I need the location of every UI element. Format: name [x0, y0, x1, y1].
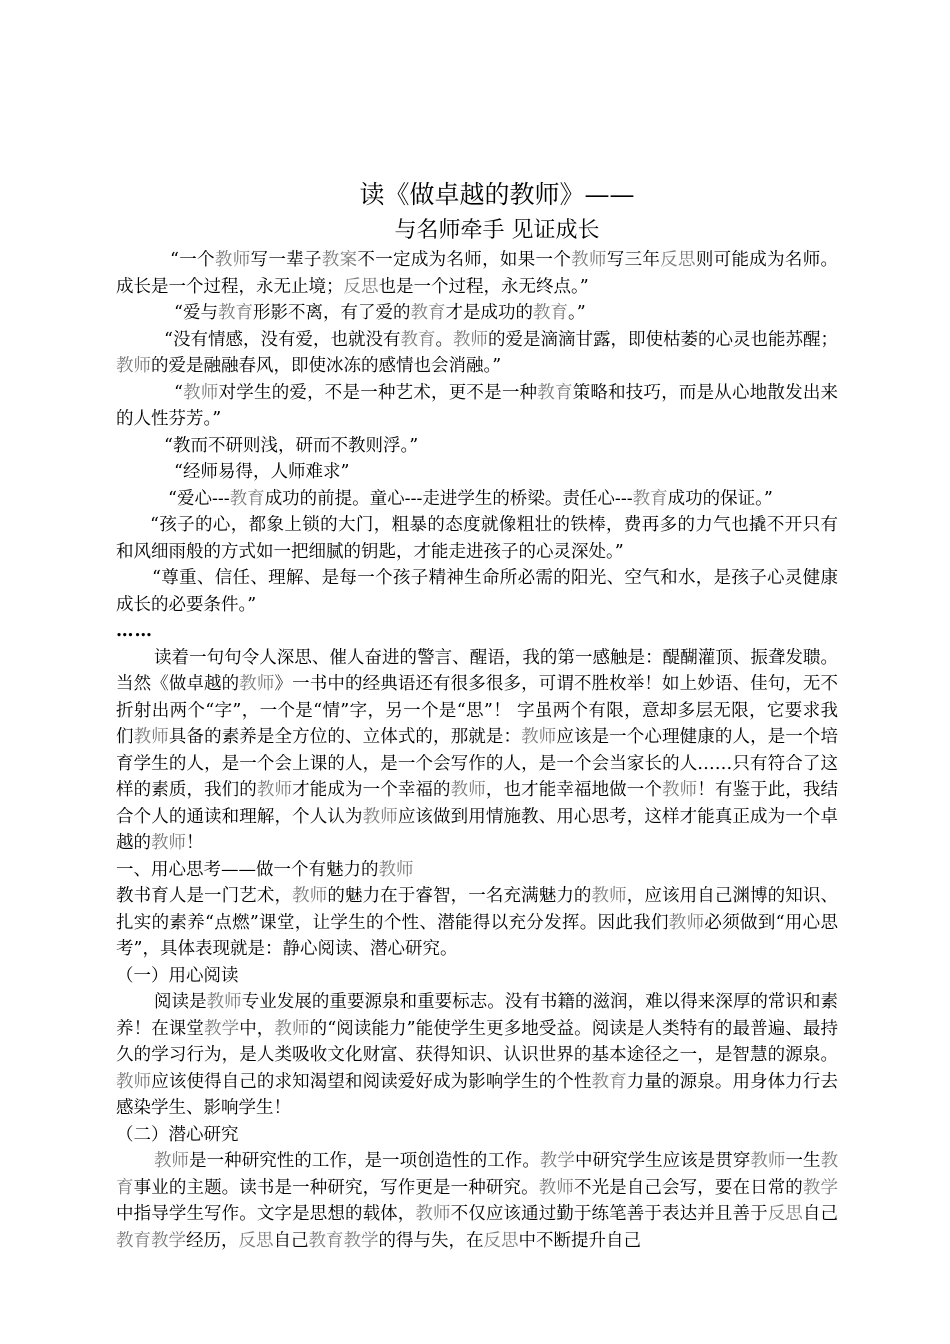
quote-paragraph: “没有情感，没有爱，也就没有教育。教师的爱是滴滴甘露，即使枯萎的心灵也能苏醒；教师的爱是融融春风，即使冰冻的感情也会消融。”: [116, 329, 839, 376]
section-heading: 一、用心思考——做一个有魅力的教师: [116, 859, 414, 880]
quote-paragraph: “爱心---教育成功的前提。童心---走进学生的桥梁。责任心---教育成功的保证。”: [168, 488, 773, 509]
document-page: [116, 175, 838, 1254]
quote-paragraph: “教师对学生的爱，不是一种艺术，更不是一种教育策略和技巧，而是从心地散发出来的人性芬芳。”: [116, 382, 839, 429]
quote-paragraph: “尊重、信任、理解、是每一个孩子精神生命所必需的阳光、空气和水，是孩子心灵健康成长的必要条件。”: [116, 568, 838, 615]
quote-paragraph: “经师易得，人师难求”: [174, 462, 350, 482]
quote-paragraph: “爱与教育形影不离，有了爱的教育才是成功的教育。”: [174, 303, 586, 323]
document-subtitle: 与名师牵手 见证成长: [394, 218, 600, 243]
quote-paragraph: “一个教师写一辈子教案不一定成为名师，如果一个教师写三年反思则可能成为名师。成长是一个过程，永无止境；反思也是一个过程，永无终点。”: [116, 250, 839, 297]
ellipsis-line: ……: [116, 621, 153, 641]
quote-paragraph: “孩子的心，都象上锁的大门，粗暴的态度就像粗壮的铁棒，费再多的力气也撬不开只有和风细雨般的方式如一把细腻的钥匙，才能走进孩子的心灵深处。”: [116, 515, 838, 562]
section-paragraph: 教书育人是一门艺术，教师的魅力在于睿智，一名充满魅力的教师，应该用自己渊博的知识、扎实的素养“点燃”课堂，让学生的个性、潜能得以充分发挥。因此我们教师必须做到“用心思考”，具体表现就是：静心阅读、潜心研究。: [116, 886, 839, 959]
document-title: 读《做卓越的教师》——: [359, 180, 635, 209]
subsection-heading: （二）潜心研究: [116, 1124, 239, 1145]
subsection-heading: （一）用心阅读: [116, 965, 239, 986]
intro-paragraph: 读着一句句令人深思、催人奋进的警言、醒语，我的第一感触是：醍醐灌顶、振聋发聩。当然《做卓越的教师》一书中的经典语还有很多很多，可谓不胜枚举！如上妙语、佳句，无不折射出两个“字”，一个是“情”字，另一个是“思”！ 字虽两个有限，意却多层无限，它要求我们教师具备的素养是全方位的、立体式的，那就是：教师应该是一个心理健康的人，是一个培育学生的人，是一个会上课的人，是一个会写作的人，是一个会当家长的人……只有符合了这样的素质，我们的教师才能成为一个幸福的教师，也才能幸福地做一个教师！有鉴于此，我结合个人的通读和理解，个人认为教师应该做到用情施教、用心思考，这样才能真正成为一个卓越的教师！: [116, 647, 839, 853]
subsection-paragraph: 教师是一种研究性的工作，是一项创造性的工作。教学中研究学生应该是贯穿教师一生教育事业的主题。读书是一种研究，写作更是一种研究。教师不光是自己会写，要在日常的教学中指导学生写作。文字是思想的载体，教师不仅应该通过勤于练笔善于表达并且善于反思自己教育教学经历，反思自己教育教学的得与失，在反思中不断提升自己: [116, 1151, 839, 1251]
subsection-paragraph: 阅读是教师专业发展的重要源泉和重要标志。没有书籍的滋润，难以得来深厚的常识和素养！在课堂教学中，教师的“阅读能力”能使学生更多地受益。阅读是人类特有的最普遍、最持久的学习行为，是人类吸收文化财富、获得知识、认识世界的基本途径之一，是智慧的源泉。教师应该使得自己的求知渴望和阅读爱好成为影响学生的个性教育力量的源泉。用身体力行去感染学生、影响学生！: [116, 992, 839, 1118]
quote-paragraph: “教而不研则浅，研而不教则浮。”: [164, 435, 419, 456]
